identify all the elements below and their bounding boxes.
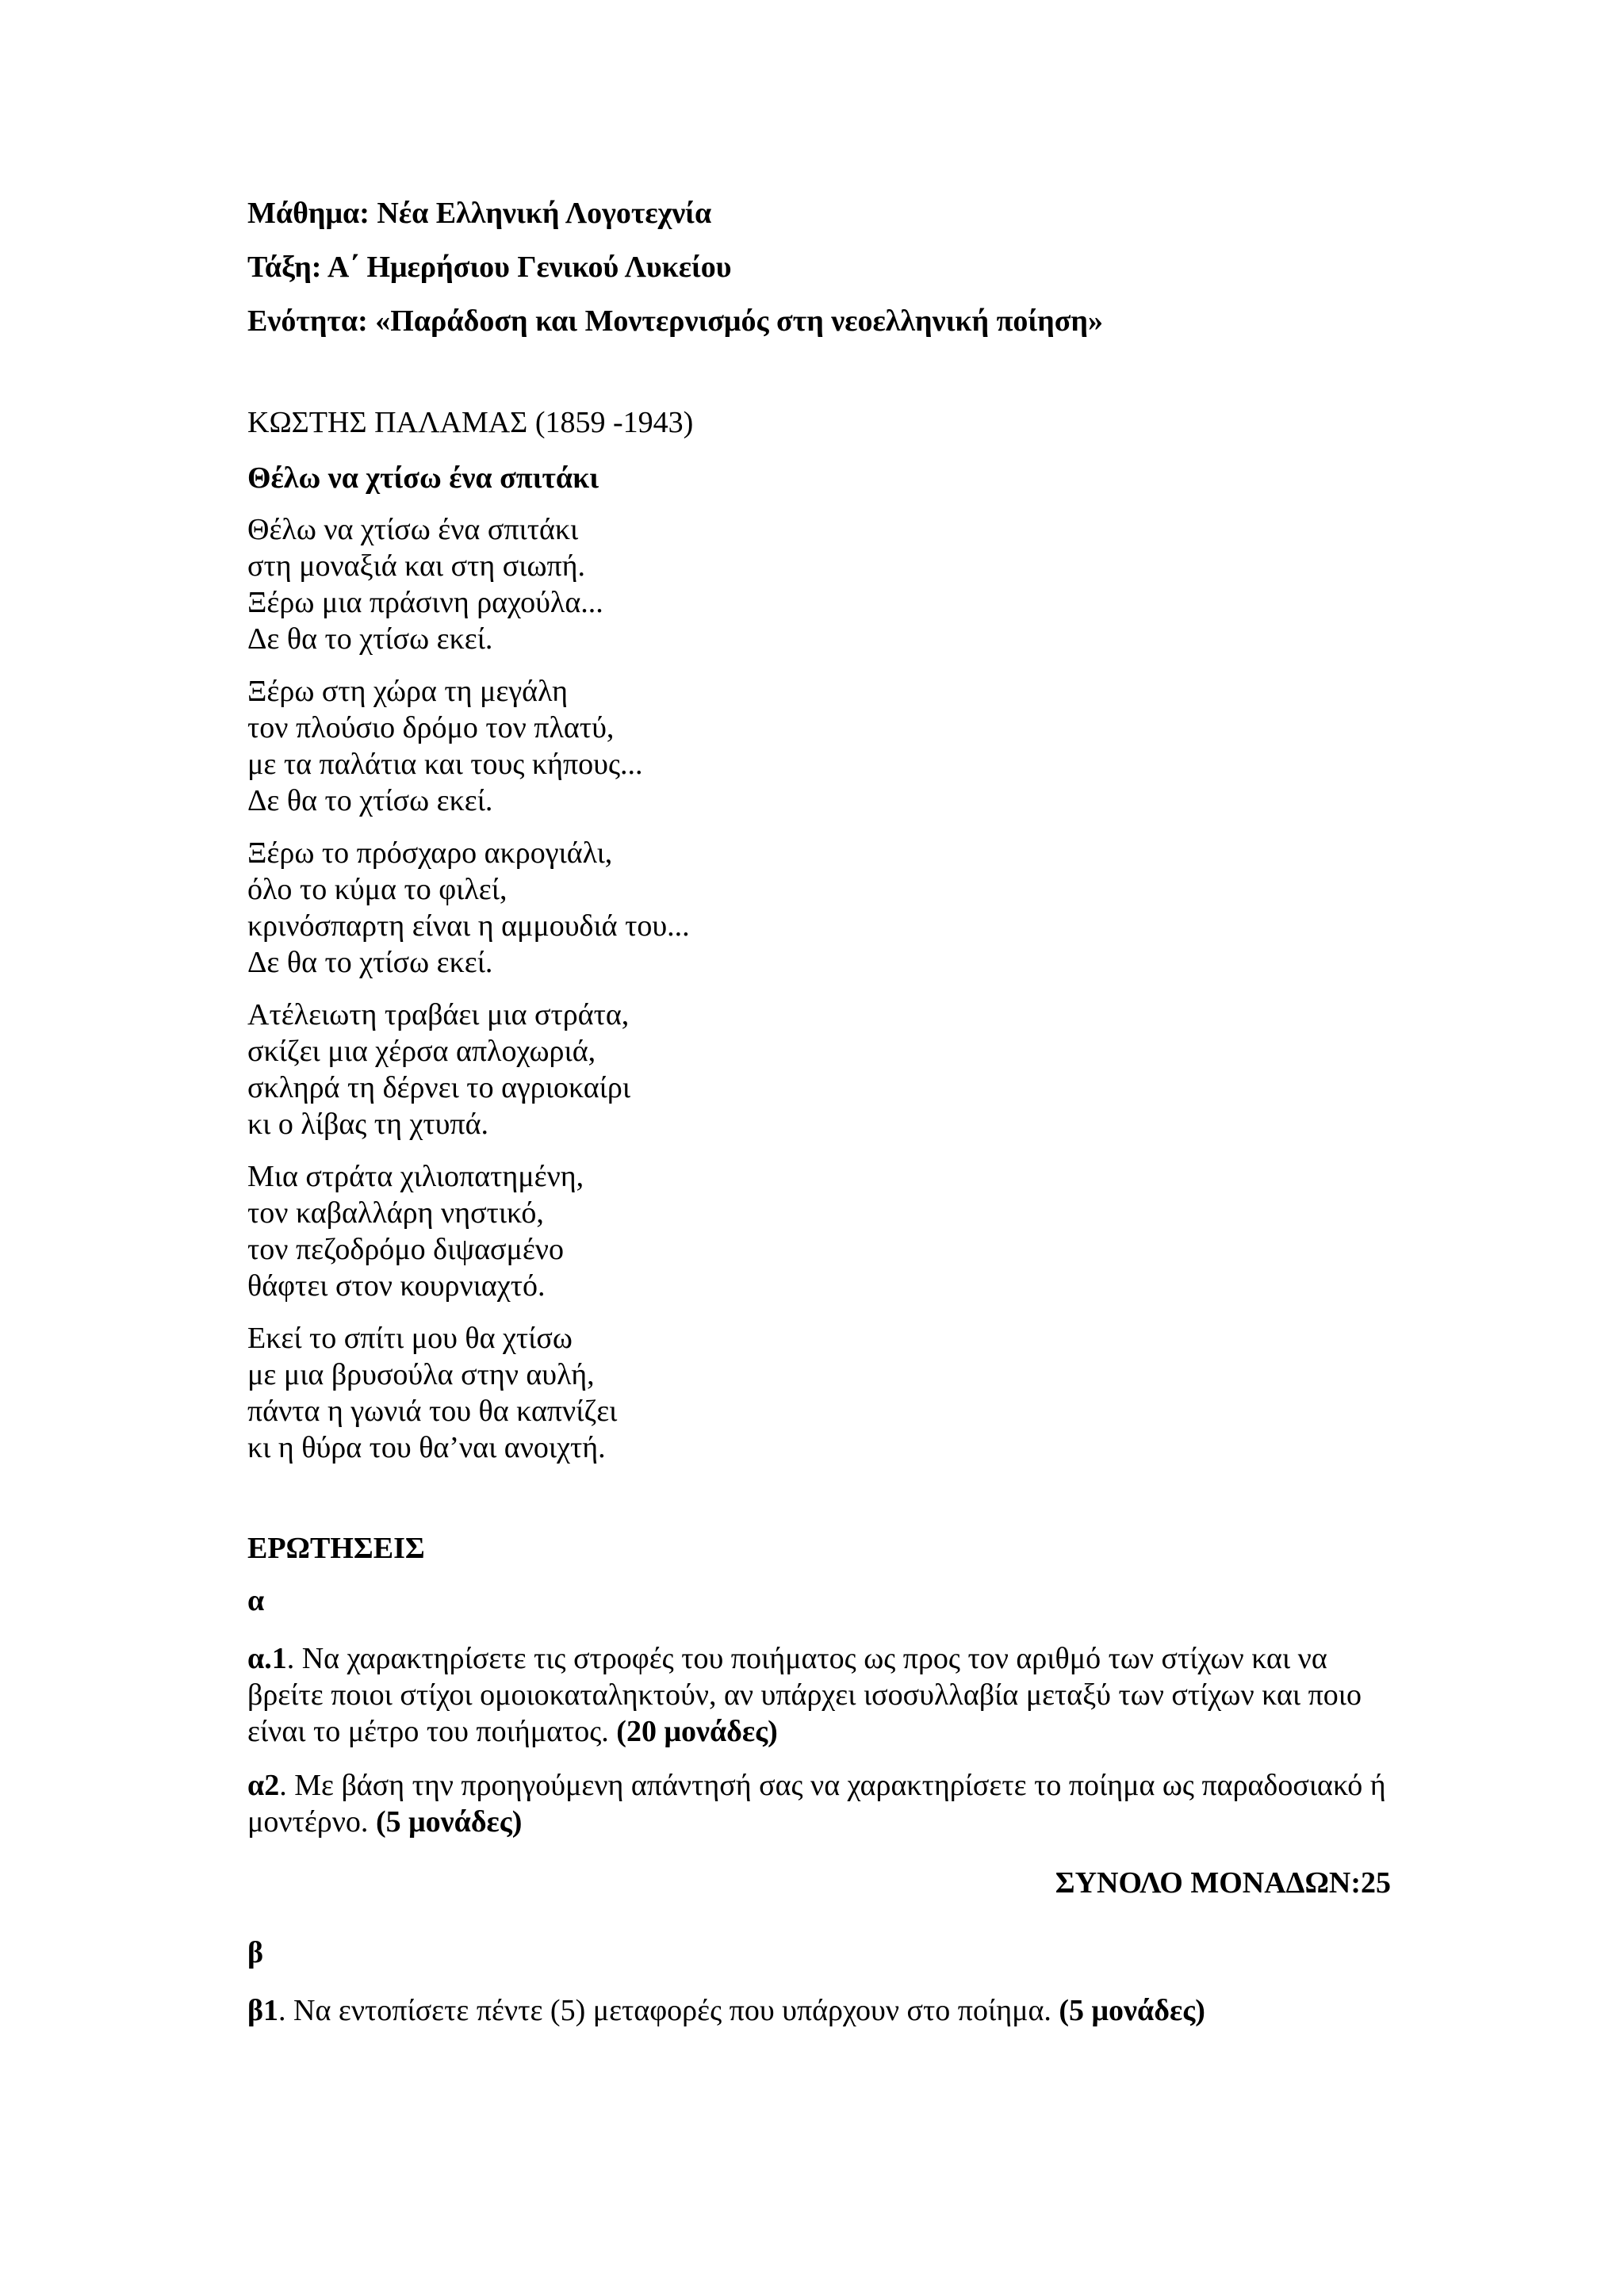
section-b-letter: β: [247, 1936, 264, 1969]
poem-title: Θέλω να χτίσω ένα σπιτάκι: [247, 461, 599, 495]
verse: κρινόσπαρτη είναι η αμμουδιά του...: [247, 909, 690, 943]
verse: Μια στράτα χιλιοπατημένη,: [247, 1160, 584, 1193]
questions-heading: ΕΡΩΤΗΣΕΙΣ: [247, 1532, 425, 1565]
verse: θάφτει στον κουρνιαχτό.: [247, 1269, 546, 1303]
verse: με μια βρυσούλα στην αυλή,: [247, 1358, 595, 1391]
verse: Δε θα το χτίσω εκεί.: [247, 622, 493, 656]
verse: όλο το κύμα το φιλεί,: [247, 873, 508, 906]
verse: Δε θα το χτίσω εκεί.: [247, 946, 493, 979]
verse: κι ο λίβας τη χτυπά.: [247, 1108, 488, 1141]
question-points: (5 μονάδες): [375, 1805, 523, 1839]
verse: με τα παλάτια και τους κήπους...: [247, 748, 643, 781]
section-a-letter: α: [247, 1584, 265, 1617]
question-text: . Να χαρακτηρίσετε τις στροφές του ποιήματος ως προς τον αριθμό των στίχων και να βρείτε ποιοι στίχοι ομοιοκαταληκτούν, αν υπάρχει ισοσυλλαβία μεταξύ των στίχων και ποιο είναι το μέτρο του ποιήματος.: [247, 1642, 1362, 1748]
question-number: α.1: [247, 1642, 287, 1675]
total-points: ΣΥΝΟΛΟ ΜΟΝΑΔΩΝ:25: [1055, 1866, 1391, 1900]
question-b1: [247, 1992, 1389, 2029]
verse: πάντα η γωνιά του θα καπνίζει: [247, 1395, 618, 1428]
question-points: (20 μονάδες): [616, 1715, 778, 1748]
unit-line: Ενότητα: «Παράδοση και Μοντερνισμός στη νεοελληνική ποίηση»: [247, 304, 1103, 338]
author-line: [247, 404, 1397, 442]
question-text: . Με βάση την προηγούμενη απάντησή σας να χαρακτηρίσετε το ποίημα ως παραδοσιακό ή μοντέρνο.: [247, 1769, 1386, 1839]
verse: Ατέλειωτη τραβάει μια στράτα,: [247, 998, 630, 1031]
poem-stanza: [247, 1320, 1397, 1466]
verse: σκίζει μια χέρσα απλοχωριά,: [247, 1035, 596, 1068]
verse: τον πλούσιο δρόμο τον πλατύ,: [247, 711, 615, 744]
verse: σκληρά τη δέρνει το αγριοκαίρι: [247, 1071, 631, 1104]
poem-stanza: [247, 1158, 1397, 1304]
question-a1: [247, 1640, 1389, 1750]
question-a2: [247, 1767, 1389, 1840]
verse: Ξέρω το πρόσχαρο ακρογιάλι,: [247, 836, 613, 870]
question-number: α2: [247, 1769, 280, 1802]
poem-stanza: [247, 997, 1397, 1142]
question-text: . Να εντοπίσετε πέντε (5) μεταφορές που υπάρχουν στο ποίημα.: [278, 1994, 1059, 2027]
verse: τον καβαλλάρη νηστικό,: [247, 1196, 544, 1230]
subject-line: Μάθημα: Νέα Ελληνική Λογοτεχνία: [247, 197, 712, 230]
question-points: (5 μονάδες): [1059, 1994, 1205, 2027]
verse: κι η θύρα του θα’ναι ανοιχτή.: [247, 1431, 606, 1464]
poem-body: [247, 511, 1397, 1466]
class-line: Τάξη: Α΄ Ημερήσιου Γενικού Λυκείου: [247, 251, 732, 284]
document-page: [247, 194, 1397, 2046]
poem-stanza: [247, 673, 1397, 819]
verse: Ξέρω στη χώρα τη μεγάλη: [247, 675, 569, 708]
poem-stanza: [247, 511, 1397, 657]
author-name: ΚΩΣΤΗΣ ΠΑΛΑΜΑΣ: [247, 406, 528, 439]
verse: στη μοναξιά και στη σιωπή.: [247, 549, 586, 583]
verse: Ξέρω μια πράσινη ραχούλα...: [247, 586, 603, 619]
verse: Δε θα το χτίσω εκεί.: [247, 784, 493, 817]
poem-stanza: [247, 835, 1397, 981]
author-years: (1859 -1943): [534, 406, 694, 439]
verse: Θέλω να χτίσω ένα σπιτάκι: [247, 513, 579, 546]
question-number: β1: [247, 1994, 279, 2027]
verse: τον πεζοδρόμο διψασμένο: [247, 1233, 564, 1266]
verse: Εκεί το σπίτι μου θα χτίσω: [247, 1322, 573, 1355]
